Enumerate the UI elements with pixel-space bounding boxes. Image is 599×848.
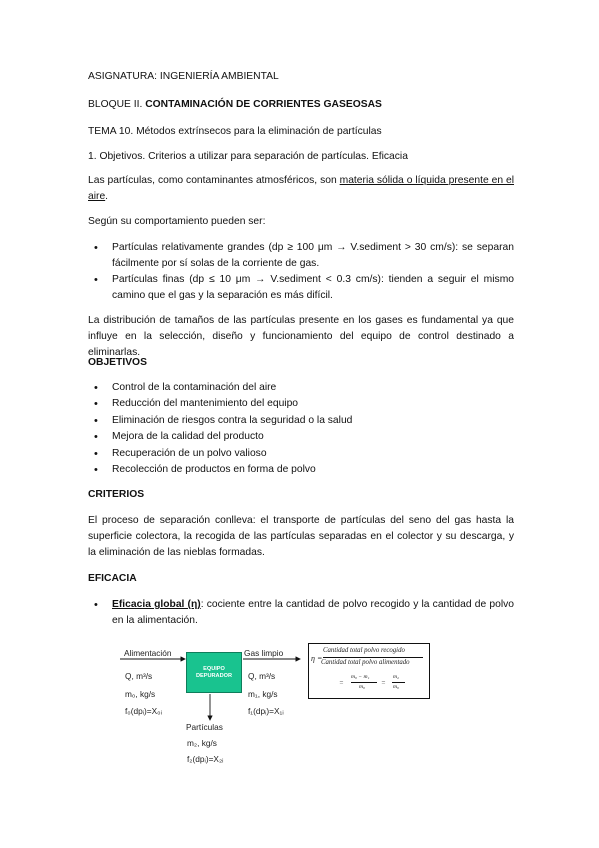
formula-denominator: Cantidad total polvo alimentado bbox=[321, 659, 410, 666]
criteria-heading: CRITERIOS bbox=[88, 489, 145, 500]
bottom-var: f₂(dpᵢ)=X₂ᵢ bbox=[187, 754, 224, 764]
intro-underlined: materia sólida o líquida presente en el aire bbox=[88, 175, 515, 202]
depurator-box bbox=[186, 652, 242, 693]
output-var: Q, m³/s bbox=[248, 671, 276, 681]
box-label-2: DEPURADOR bbox=[195, 673, 233, 679]
formula-fraction-bar bbox=[323, 657, 423, 658]
formula-frac3-den: m₀ bbox=[393, 684, 399, 690]
input-var: m₀, kg/s bbox=[125, 689, 156, 699]
box-label-1: EQUIPO bbox=[203, 666, 225, 672]
formula-numerator: Cantidad total polvo recogido bbox=[323, 647, 405, 654]
formula-frac3-bar bbox=[392, 682, 405, 683]
topic-title: TEMA 10. Métodos extrínsecos para la eliminación de partículas bbox=[88, 126, 382, 137]
particle-types-list bbox=[88, 240, 514, 304]
input-var: Q, m³/s bbox=[125, 671, 153, 681]
output-label: Gas limpio bbox=[244, 648, 284, 658]
efficiency-heading: EFICACIA bbox=[88, 573, 137, 584]
formula-frac2-num: m₀ − m₁ bbox=[351, 674, 370, 680]
block-line bbox=[88, 98, 382, 112]
objectives-heading: OBJETIVOS bbox=[88, 357, 147, 368]
list-item: • Recuperación de un polvo valioso bbox=[88, 446, 514, 462]
input-label: Alimentación bbox=[124, 648, 172, 658]
output-var: f₁(dpᵢ)=X₁ᵢ bbox=[248, 706, 284, 716]
formula-frac2-bar bbox=[351, 682, 377, 683]
list-item: • Eliminación de riesgos contra la seguridad o la salud bbox=[88, 413, 514, 429]
bottom-var: m₂, kg/s bbox=[187, 738, 217, 748]
criteria-paragraph: El proceso de separación conlleva: el transporte de partículas del seno del gas hasta la superficie colectora, la recogida de las partículas separadas en el colector y su descarga, y la eliminación de las nieblas formadas. bbox=[88, 515, 514, 558]
list-item bbox=[88, 597, 514, 629]
efficiency-list bbox=[88, 597, 514, 629]
list-item: • Reducción del mantenimiento del equipo bbox=[88, 396, 514, 412]
list-item: • Mejora de la calidad del producto bbox=[88, 429, 514, 445]
objectives-list bbox=[88, 380, 514, 478]
separation-diagram bbox=[112, 640, 472, 770]
input-var: f₀(dpᵢ)=X₀ᵢ bbox=[125, 706, 162, 716]
output-var: m₁, kg/s bbox=[248, 689, 278, 699]
subject-line: ASIGNATURA: INGENIERÍA AMBIENTAL bbox=[88, 71, 279, 82]
efficiency-text: : cociente entre la cantidad de polvo recogido y la cantidad de polvo en la alimentación. bbox=[112, 599, 514, 626]
efficiency-label: Eficacia global (η) bbox=[112, 599, 201, 610]
list-item: • Partículas finas (dp ≤ 10 μm → V.sediment < 0.3 cm/s): tienden a seguir el mismo camino que el gas y la separación es más difícil. bbox=[88, 272, 514, 304]
formula-frac3-num: m₂ bbox=[393, 674, 399, 680]
efficiency-formula bbox=[308, 643, 430, 699]
block-prefix: BLOQUE II. bbox=[88, 99, 146, 110]
section-title: 1. Objetivos. Criterios a utilizar para separación de partículas. Eficacia bbox=[88, 151, 408, 162]
formula-eta: η = bbox=[311, 654, 323, 663]
bottom-label: Partículas bbox=[186, 722, 223, 732]
behavior-intro: Según su comportamiento pueden ser: bbox=[88, 216, 266, 227]
formula-eq3: = bbox=[381, 679, 386, 687]
intro-pre: Las partículas, como contaminantes atmosféricos, son bbox=[88, 175, 340, 186]
intro-post: . bbox=[105, 191, 109, 202]
list-item: • Control de la contaminación del aire bbox=[88, 380, 514, 396]
formula-eq2: = bbox=[339, 679, 344, 687]
intro-paragraph bbox=[88, 173, 514, 205]
list-item: • Partículas relativamente grandes (dp ≥ 100 μm → V.sediment > 30 cm/s): se separan fácilmente por sí solas de la corriente de gas. bbox=[88, 240, 514, 272]
list-item: • Recolección de productos en forma de polvo bbox=[88, 462, 514, 478]
distribution-paragraph: La distribución de tamaños de las partículas presente en los gases es fundamental ya que influye en la selección, diseño y funcionamiento del equipo de control destinado a eliminarlas. bbox=[88, 315, 514, 358]
block-title: CONTAMINACIÓN DE CORRIENTES GASEOSAS bbox=[145, 99, 382, 110]
formula-frac2-den: m₀ bbox=[359, 684, 365, 690]
